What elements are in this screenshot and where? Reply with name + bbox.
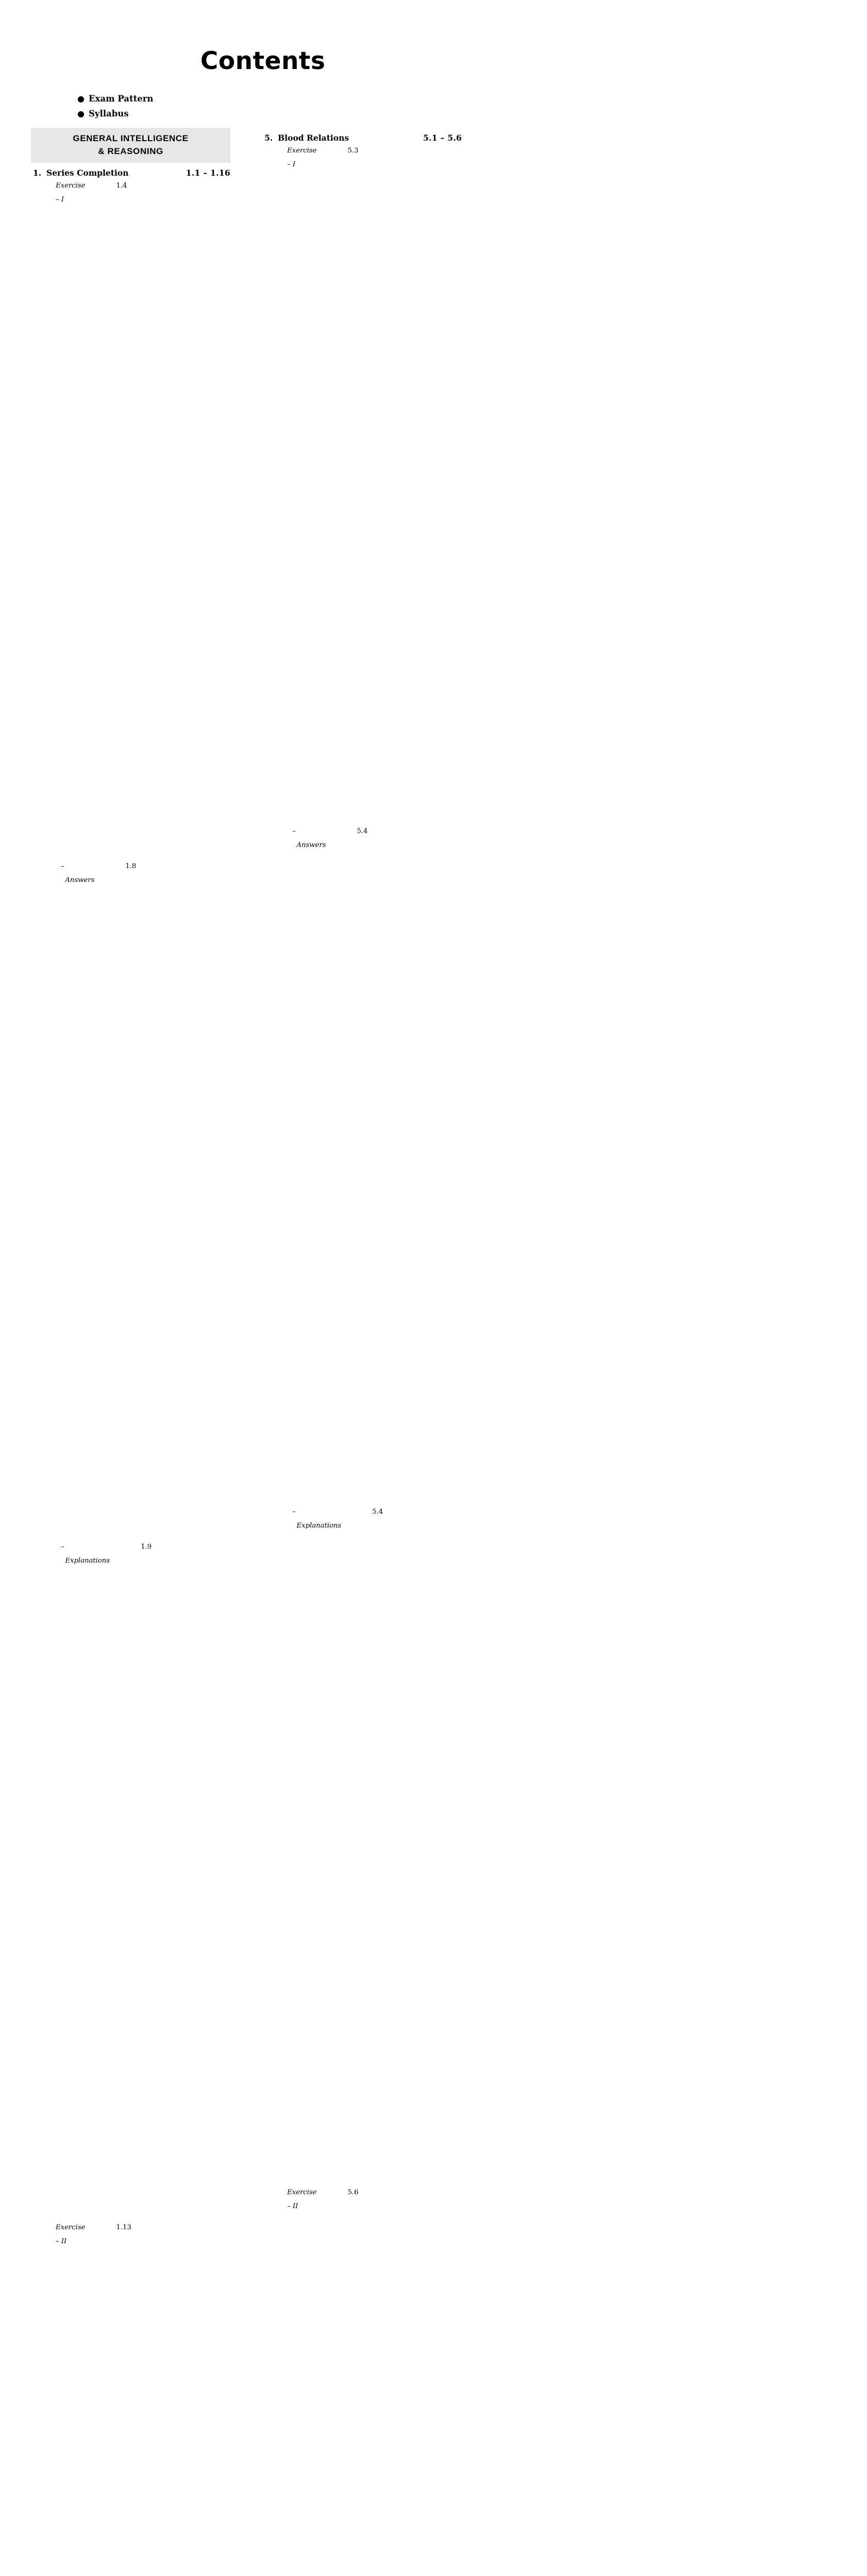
toc-entry-label: Exercise – I bbox=[287, 147, 317, 169]
toc-entry-label: Exercise – I bbox=[56, 182, 86, 204]
chapter-pages: 5.1 – 5.6 bbox=[423, 133, 462, 143]
toc-entry bbox=[31, 859, 230, 1539]
bullet-icon: ● bbox=[77, 94, 85, 104]
toc-entry-page: 5.3 bbox=[347, 147, 359, 155]
chapter-number: 5. bbox=[264, 133, 273, 143]
toc-entry-page: 1.9 bbox=[141, 1543, 152, 1551]
front-matter-label: Exam Pattern bbox=[89, 94, 154, 104]
section-banner bbox=[31, 128, 230, 163]
front-matter-list bbox=[77, 94, 495, 118]
toc-entry-label: – Answers bbox=[292, 824, 326, 852]
chapter-pages: 1.1 – 1.16 bbox=[186, 168, 230, 178]
section-banner-line2: & REASONING bbox=[98, 146, 163, 156]
toc-entry-page: 1.8 bbox=[125, 862, 137, 871]
toc-entry-label: – Answers bbox=[61, 859, 94, 887]
toc-entry-label: Exercise – II bbox=[287, 2189, 317, 2211]
toc-entry-page: 5.6 bbox=[347, 2189, 359, 2196]
bullet-icon: ● bbox=[77, 109, 85, 118]
list-item bbox=[77, 94, 495, 104]
toc-entry bbox=[31, 2221, 230, 2576]
contents-left-column bbox=[31, 128, 230, 2576]
chapter-title: Series Completion bbox=[46, 168, 129, 178]
page-title: Contents bbox=[200, 47, 326, 75]
toc-entry-page: 5.4 bbox=[357, 827, 368, 835]
chapter-title: Blood Relations bbox=[278, 133, 349, 143]
toc-entry-page: 1.4 bbox=[116, 182, 127, 190]
toc-entry-label: – Explanations bbox=[292, 1505, 341, 1533]
toc-entry-label: – Explanations bbox=[61, 1540, 110, 1568]
contents-columns bbox=[31, 128, 495, 2576]
front-matter-label: Syllabus bbox=[89, 109, 129, 118]
toc-entry bbox=[31, 179, 230, 859]
toc-entry bbox=[31, 1540, 230, 2220]
toc-entry-page: 5.4 bbox=[372, 1508, 384, 1516]
list-item bbox=[77, 109, 495, 118]
chapter-heading bbox=[262, 133, 462, 143]
chapter-number: 1. bbox=[33, 168, 42, 178]
section-banner-line1: GENERAL INTELLIGENCE bbox=[73, 133, 189, 143]
toc-entry-label: Exercise – II bbox=[56, 2224, 86, 2246]
chapter-heading bbox=[31, 168, 230, 178]
toc-entry-page: 1.13 bbox=[116, 2224, 131, 2232]
